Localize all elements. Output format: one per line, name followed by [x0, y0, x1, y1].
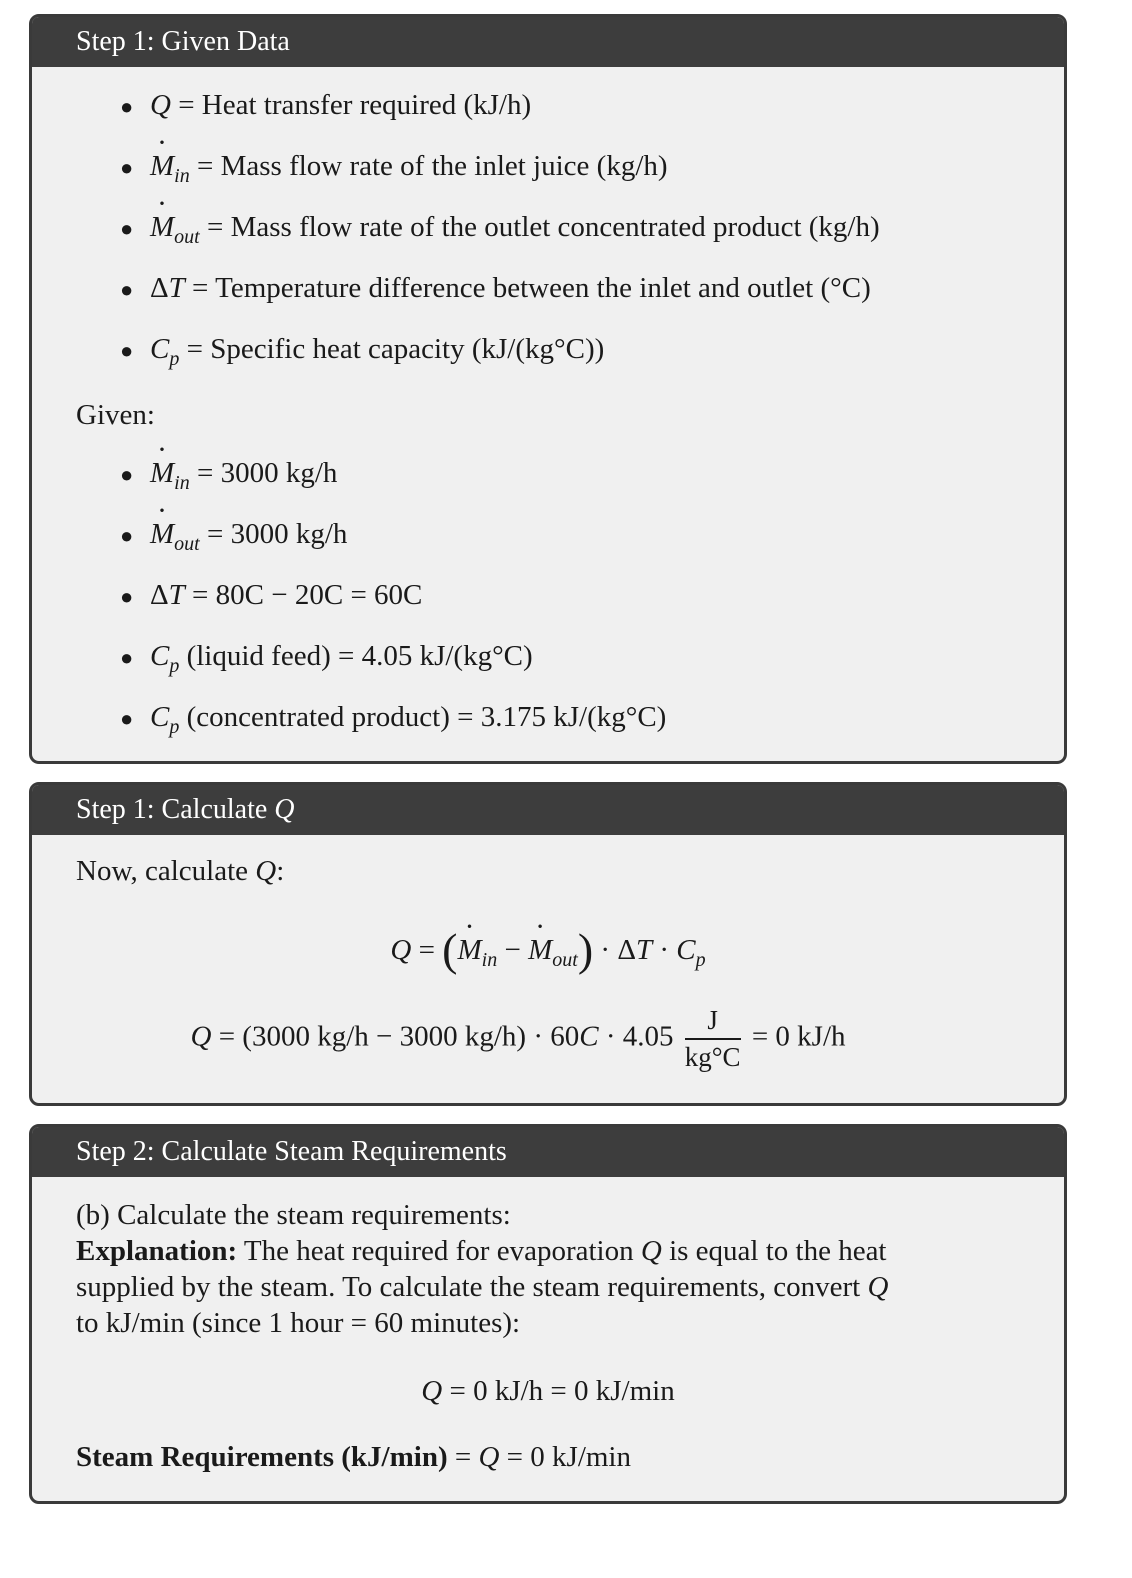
definition-item: · $M_{out}$ = Mass flow rate of the outlet concentrated product (kg/h) [150, 211, 880, 249]
given-value-item: ΔT = 80C − 20C = 60C [150, 579, 423, 611]
given-value-bullet: ● [120, 523, 134, 548]
item-text: = 3000 kg/h [196, 457, 338, 489]
definition-bullet: ● [120, 338, 134, 363]
unit-fraction: $\frac{J}{kg^\circ C}$ [684, 1005, 741, 1072]
given-data-panel [29, 14, 1067, 764]
given-value-bullet: ● [120, 645, 134, 670]
panel-title: Step 1: Given Data [32, 17, 1064, 67]
calculate-q-panel [29, 782, 1067, 1106]
item-text: (liquid feed) = 4.05 kJ/(kg°C) [186, 640, 533, 672]
calc-intro: Now, calculate Q: [76, 855, 285, 887]
definition-item: Q = Heat transfer required (kJ/h) [150, 89, 532, 121]
given-value-item: $C_p$ (concentrated product) = 3.175 kJ/(kg°C) [150, 701, 667, 738]
item-text: = Temperature difference between the inlet and outlet (°C) [192, 272, 871, 304]
conversion-equation: Q = 0 kJ/h = 0 kJ/min [421, 1375, 675, 1407]
item-text: (concentrated product) = 3.175 kJ/(kg°C) [186, 701, 667, 733]
given-value-item: · $M_{in} = 3000$ kg/h [150, 457, 337, 495]
explanation-line-1: Explanation: The heat required for evaporation Q is equal to the heat [76, 1235, 887, 1267]
definition-item: ΔT = Temperature difference between the inlet and outlet (°C) [150, 272, 871, 304]
given-value-item: · $M_{out} = 3000$ kg/h [150, 518, 347, 556]
definition-bullet: ● [120, 155, 134, 180]
panel-title: Step 2: Calculate Steam Requirements [32, 1127, 1064, 1177]
q-formula: Q = (· $M_{in}$ − · $M_{out}) \cdot \Delta T \cdot C_p$ [32, 923, 1064, 976]
item-text: = Mass flow rate of the inlet juice (kg/h) [196, 150, 668, 182]
given-label: Given: [76, 399, 155, 431]
item-text: = Specific heat capacity (kJ/(kg°C)) [186, 333, 605, 365]
definition-item: · $M_{in}$ = Mass flow rate of the inlet juice (kg/h) [150, 150, 668, 188]
item-text: = Mass flow rate of the outlet concentrated product (kg/h) [206, 211, 880, 243]
definition-item: $C_p$ = Specific heat capacity (kJ/(kg°C)) [150, 333, 605, 370]
definition-bullet: ● [120, 216, 134, 241]
step2-intro: (b) Calculate the steam requirements: [76, 1199, 511, 1231]
given-value-item: $C_p$ (liquid feed) = 4.05 kJ/(kg°C) [150, 640, 533, 677]
calc-result: = 0 kJ/h [751, 1020, 846, 1053]
panel-body [32, 1177, 1064, 1504]
definition-bullet: ● [120, 94, 134, 119]
panel-body [32, 835, 1064, 1106]
item-text: = Heat transfer required (kJ/h) [178, 89, 532, 121]
panel-body [32, 67, 1064, 764]
item-text: = 3000 kg/h [206, 518, 348, 550]
given-value-bullet: ● [120, 584, 134, 609]
steam-result: Steam Requirements (kJ/min) = Q = 0 kJ/min [76, 1441, 631, 1473]
explanation-line-3: to kJ/min (since 1 hour = 60 minutes): [76, 1307, 521, 1339]
given-value-bullet: ● [120, 706, 134, 731]
q-calculation [29, 1005, 1064, 1073]
given-value-bullet: ● [120, 462, 134, 487]
panel-title: Step 1: Calculate Q [32, 785, 1064, 835]
item-text: = 80C − 20C = 60C [192, 579, 423, 611]
explanation-line-2: supplied by the steam. To calculate the steam requirements, convert Q [76, 1271, 889, 1303]
steam-requirements-panel [29, 1124, 1067, 1504]
definition-bullet: ● [120, 277, 134, 302]
calc-left: Q = (3000 kg/h − 3000 kg/h) · 60C · 4.05 [190, 1020, 674, 1053]
